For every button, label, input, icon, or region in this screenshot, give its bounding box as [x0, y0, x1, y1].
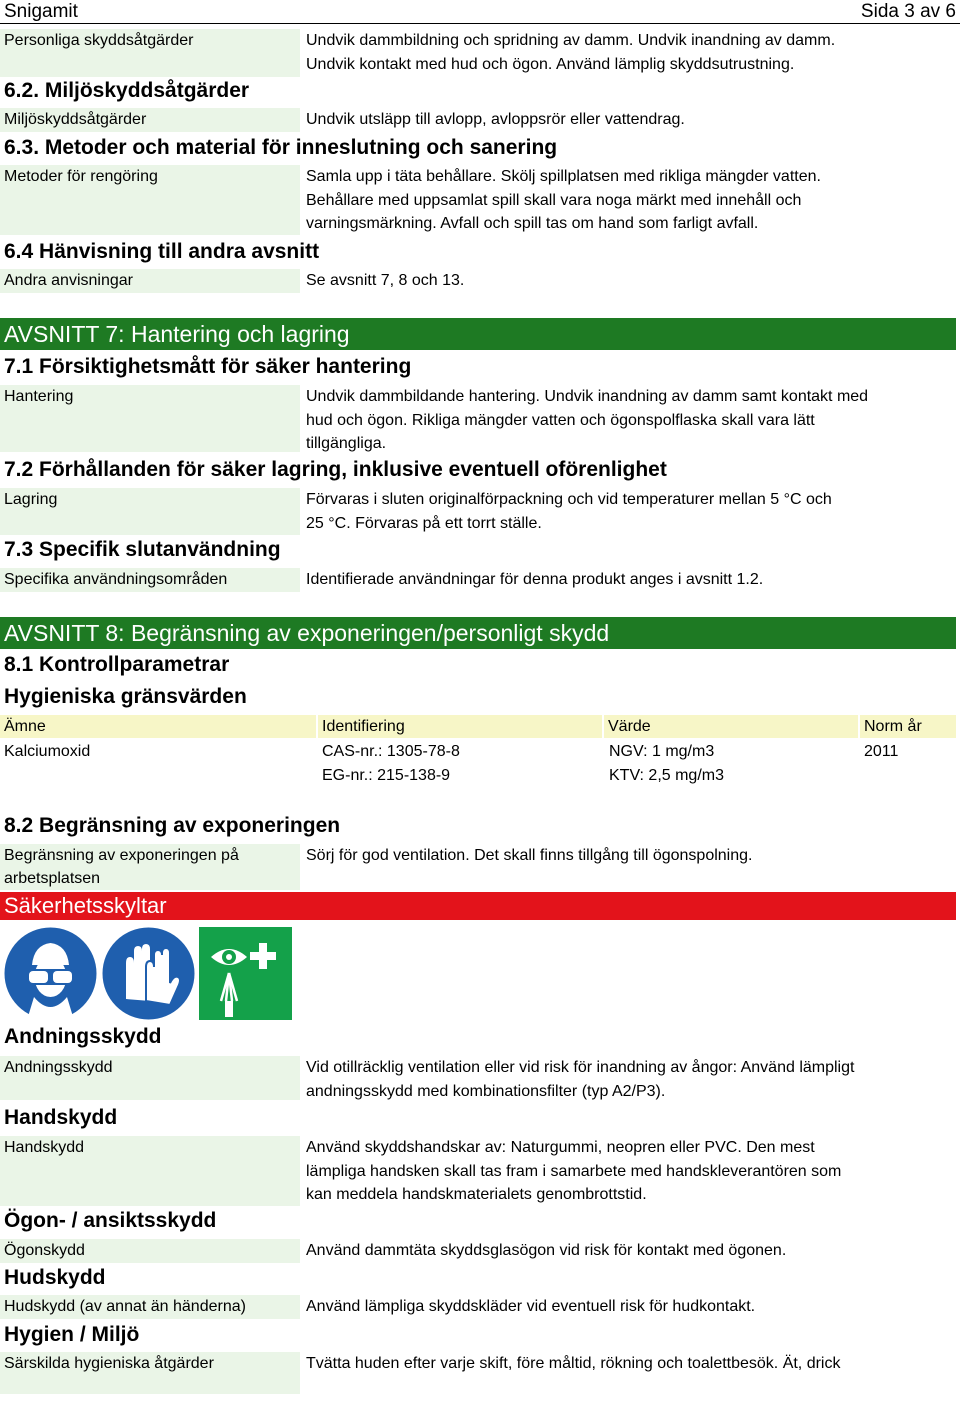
workplace-exposure-text: Sörj för god ventilation. Det skall finns tillgång till ögonspolning. [306, 847, 753, 864]
env-protection-label: Miljöskyddsåtgärder [0, 108, 300, 132]
storage-label: Lagring [0, 488, 300, 535]
other-references-text: Se avsnitt 7, 8 och 13. [306, 272, 465, 289]
eye-label: Ögonskydd [0, 1239, 300, 1263]
eyewash-sign-icon [199, 927, 292, 1020]
storage-text: Förvaras i sluten originalförpackning och vid temperaturer mellan 5 °C och 25 °C. Förvaras på ett torrt ställe. [306, 491, 832, 532]
other-references-label: Andra anvisningar [0, 269, 300, 293]
heading-exposure-limits: Hygieniska gränsvärden [4, 685, 247, 708]
heading-hygiene: Hygien / Miljö [4, 1323, 140, 1346]
heading-skin: Hudskydd [4, 1266, 106, 1289]
specific-use-label: Specifika användningsområden [0, 568, 300, 592]
heading-6-4: 6.4 Hänvisning till andra avsnitt [4, 240, 320, 263]
workplace-exposure-label: Begränsning av exponeringen på arbetsplatsen [0, 844, 300, 890]
hand-text: Använd skyddshandskar av: Naturgummi, neopren eller PVC. Den mest lämpliga handsken skall tas fram i samarbete med handskleverantören som kan meddela handskmaterialets genombrottstid. [306, 1139, 842, 1203]
personal-protection-label: Personliga skyddsåtgärder [0, 29, 300, 77]
heading-6-2: 6.2. Miljöskyddsåtgärder [4, 79, 250, 102]
goggles-sign-icon [4, 927, 97, 1020]
heading-eye-face: Ögon- / ansiktsskydd [4, 1209, 217, 1232]
cleaning-methods-text: Samla upp i täta behållare. Skölj spillplatsen med rikliga mängder vatten. Behållare med uppsamlat spill skall vara noga märkt med innehåll och varningsmärkning. Avfall och spill tas om hand som farligt avfall. [306, 168, 821, 232]
skin-label: Hudskydd (av annat än händerna) [0, 1295, 300, 1319]
section-7-banner: AVSNITT 7: Hantering och lagring [0, 318, 956, 350]
heading-8-1: 8.1 Kontrollparametrar [4, 653, 230, 676]
table-cell-year: 2011 [864, 743, 899, 760]
table-cell-value: NGV: 1 mg/m3 KTV: 2,5 mg/m3 [609, 743, 724, 784]
handling-label: Hantering [0, 385, 300, 452]
company-name: Snigamit [4, 1, 78, 22]
heading-7-2: 7.2 Förhållanden för säker lagring, inklusive eventuell oförenlighet [4, 458, 667, 481]
table-header-substance: Ämne [0, 715, 316, 738]
heading-7-3: 7.3 Specifik slutanvändning [4, 538, 281, 561]
skin-text: Använd lämpliga skyddskläder vid eventuell risk för hudkontakt. [306, 1298, 756, 1315]
personal-protection-text: Undvik dammbildning och spridning av damm. Undvik inandning av damm. Undvik kontakt med hud och ögon. Använd lämplig skyddsutrustning. [306, 32, 836, 73]
heading-7-1: 7.1 Försiktighetsmått för säker hantering [4, 355, 412, 378]
hygiene-label: Särskilda hygieniska åtgärder [0, 1352, 300, 1394]
heading-6-3: 6.3. Metoder och material för inneslutning och sanering [4, 136, 558, 159]
respiratory-label: Andningsskydd [0, 1056, 300, 1100]
table-header-year: Norm år [860, 715, 956, 738]
cleaning-methods-label: Metoder för rengöring [0, 165, 300, 235]
table-cell-identification: CAS-nr.: 1305-78-8 EG-nr.: 215-138-9 [322, 743, 460, 784]
page-number: Sida 3 av 6 [860, 1, 956, 22]
heading-8-2: 8.2 Begränsning av exponeringen [4, 814, 341, 837]
env-protection-text: Undvik utsläpp till avlopp, avloppsrör eller vattendrag. [306, 111, 685, 128]
hygiene-text: Tvätta huden efter varje skift, före måltid, rökning och toalettbesök. Ät, drick [306, 1355, 841, 1372]
specific-use-text: Identifierade användningar för denna produkt anges i avsnitt 1.2. [306, 571, 764, 588]
table-header-value: Värde [604, 715, 858, 738]
heading-respiratory: Andningsskydd [4, 1025, 162, 1048]
respiratory-text: Vid otillräcklig ventilation eller vid risk för inandning av ångor: Använd lämpligt andningsskydd med kombinationsfilter (typ A2/P3). [306, 1059, 855, 1100]
safety-signs-banner: Säkerhetsskyltar [0, 892, 956, 920]
hand-label: Handskydd [0, 1136, 300, 1206]
page-header [0, 0, 960, 24]
section-8-banner: AVSNITT 8: Begränsning av exponeringen/personligt skydd [0, 617, 956, 649]
heading-hand: Handskydd [4, 1106, 118, 1129]
table-cell-substance: Kalciumoxid [4, 743, 91, 760]
table-header-identification: Identifiering [318, 715, 602, 738]
gloves-sign-icon [102, 927, 195, 1020]
eye-text: Använd dammtäta skyddsglasögon vid risk för kontakt med ögonen. [306, 1242, 787, 1259]
handling-text: Undvik dammbildande hantering. Undvik inandning av damm samt kontakt med hud och ögon. Rikliga mängder vatten och ögonspolflaska skall vara lätt tillgängliga. [306, 388, 869, 452]
